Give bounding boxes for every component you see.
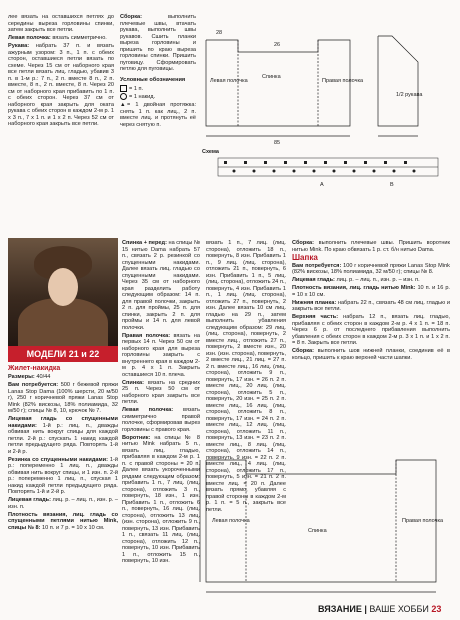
text: набрать 12 п., вязать лиц. гладью, прибавляя с обеих сторон в каждом 2-м р. 4 x 1 п. = 18 п. Через 6 р. от последнего прибавления выполнить убавления с обеих сторон в каждом 2-м р. 3 x 1 п. и 1 x 2 п. = 8 п. Закрыть все петли. [292,314,450,346]
paragraph [292,314,450,347]
heading: Правая полочка: [122,332,171,339]
paragraph [8,497,118,510]
legend-item [120,93,196,100]
legend-item [120,102,196,128]
heading: Левая полочка: [122,407,174,413]
text: вязать 1 п., 7 лиц. (лиц. сторона), отложить 18 п., повернуть, 8 изн. Прибавить 1 п., 9 лиц. (лиц. сторона), отложить 21 п., повернуть, 6 изн. Прибавить 1 п., 5 лиц. (лиц. сторона), отложить 24 п., повернуть, 4 изн. Прибавить 1 п., 1 лиц. (лиц. сторона), отложить 27 п., повернуть, 2 изн. Далее вязать 10 см лиц. гладью на 29 п., затем выполнить убавления следующим образом: 29 лиц. (лиц. сторона), повернуть, 2 вместе лиц., отложить 27 п., повернуть, 2 вместе изн., 20 изн. (изн. сторона), повернуть, 2 вместе лиц., 21 лиц. = 27 п. 2 п. вместе лиц., 16 лиц. (лиц. сторона), отложить 9 п., повернуть, 17 изн. = 26 п. 2 п. вместе лиц., 20 лиц. (лиц. сторона), отложить 5 п., повернуть, 20 изн. = 25 п. 2 п. вместе лиц., 16 лиц. (лиц. сторона), отложить 8 п., повернуть, 17 изн. = 24 п. 2 п. вместе лиц., 12 лиц. (лиц. сторона), отложить 11 п., повернуть, 13 изн. = 23 п. 2 п. вместе лиц., 8 лиц. (лиц. сторона), отложить 14 п., повернуть, 9 изн. = 22 п. 2 п. вместе лиц., 4 лиц. (лиц. сторона), отложить 17 п., повернуть, 5 изн. = 21 п. 2 п. вместе лиц. = 20 п. Далее вязать прямо, убавляя с правой стороны в каждом 2-м р. 1 п. = 5 п., закрыть все петли. [206,240,286,513]
yarn-over-icon [120,93,127,100]
text: на спицы № 8 нитью Mink набрать 5 п., вязать лиц. гладью, прибавляя в каждом 2-м р. 1 п. с правой стороны = 20 п. Далее вязать укороченными рядами следующим образом: прибавить 1 п., 7 лиц. (лиц. сторона), отложить 3 п., повернуть, 18 изн., 1 изн. Прибавить 1 п., отложить 6 п., повернуть, 16 лиц. (лиц. сторона), отложить 13 лиц. (изн. сторона), отложить 9 п., повернуть, 13 изн. Прибавить 1 п., связать 11 лиц. (лиц. сторона), отложить 12 п., повернуть, 10 изн. Прибавить 1 п., отложить 15 п., повернуть, 10 изн. [122,434,200,564]
text: лее вязать на оставшихся петлях до середины выреза горловины спинки, затем закрыть все петли. [8,14,114,33]
paragraph [292,240,450,253]
text: лиц. р. – лиц. п., изн. р. – изн. п. [336,277,420,283]
text: 1-й р.: лиц. п., дважды обвивая нить вокруг спицы для каждой петли. 2-й р.: спускать 1 накид каждой петли предыдущего ряда. Повторять 1-й и 2-й р. [8,422,118,455]
paragraph [8,35,114,42]
paragraph [8,457,118,496]
left-dim: 28 [216,30,223,36]
text: вязать симметрично. [52,35,107,41]
schema-label: Схема [202,149,219,155]
paragraph [122,407,200,433]
face-shape [48,268,78,306]
paragraph [8,512,118,532]
text: выполнить шов нижней планки, соединив её в кольцо, пришить к краю верхней части шапки. [292,348,450,361]
heading: Спинка + перед: [122,240,167,246]
text: 10 п. и 16 р. = 10 x 10 см. [292,285,450,298]
heading: Верхняя часть: [292,314,339,320]
text: 40/44 [36,374,51,380]
paragraph [292,263,450,276]
width-dim: 85 [274,140,281,146]
heading: Сборка: [292,240,315,246]
magazine-tag: ВАШЕ ХОББИ [369,604,429,614]
paragraph [8,374,118,381]
paragraph [120,14,196,73]
column-2-top [120,14,196,130]
column-1-top [8,14,114,129]
right-front-label: Правая полочка [402,518,444,524]
text: вязать на средних 25 п. Через 50 см от наборного края закрыть все петли. [122,379,200,405]
heading: Размеры: [8,374,35,380]
repeat-b-label: B [390,182,394,188]
heading: Лицевая гладь со спущенными накидами: [8,416,118,429]
vest-schematic [196,452,450,600]
paragraph [8,382,118,415]
heading: Рукава: [8,43,30,49]
legend-item [120,85,196,92]
heading: Лицевая гладь: [8,497,51,503]
heading: Воротник: [122,434,151,441]
paragraph [8,43,114,128]
back-label: Спинка [308,528,327,534]
models-badge: МОДЕЛИ 21 и 22 [8,346,118,362]
paragraph [122,435,200,565]
text: 1-й р.: попеременно 1 лиц. п., дважды обвивая нить вокруг спицы, и 1 изн. п. 2-й р.: попеременно 1 лиц. п., спуская 1 накид каждой петли предыдущего ряда. Повторять 1-й и 2-й р. [8,456,118,495]
heading: Лицевая гладь: [292,277,335,283]
heading: Нижняя планка: [292,299,337,306]
left-front-label: Левая полочка [210,78,248,84]
heading: Спинка: [122,379,145,386]
paragraph [122,380,200,406]
paragraph [122,333,200,379]
text: выполнить плечевые швы, втачать рукава, выполнить швы рукавов. Сшить планки выреза горловины и пришить по краю выреза горловины спинки. Пришить пуговицу. Сформировать петлю для пуговицы. [120,14,196,72]
page-footer [318,604,441,614]
text: = 1 двойная протяжка: снять 1 п. как лиц., 2 п. вместе лиц. и протянуть её через снятую п. [120,102,196,128]
pattern-schematic [200,26,456,226]
back-label: Спинка [262,74,281,80]
paragraph [292,285,450,298]
text: 100 г коричневой пряжи Lanas Stop Mink (82% вискозы, 18% полиамида, 32 м/50 г); спицы № 8. [292,262,450,275]
legend-heading: Условные обозначения [120,76,186,83]
heading: Левая полочка: [8,35,51,41]
stitch-icon [120,85,127,92]
repeat-a-label: A [320,182,324,188]
pattern-diagram-bottom [196,452,450,600]
text: лиц. р. – лиц. п., изн. р. – изн. п. [8,497,118,510]
column-1-bottom [8,366,118,533]
pattern-diagram-top [200,26,456,226]
neck-dim: 26 [274,42,281,48]
text: на спицы № 15 нитью Dama набрать 57 п., связать 2 р. резинкой со спущенными накидами. Далее вязать лиц. гладью со спущенными накидами. Через 35 см от наборного края разделить работу следующим образом: 14 п. для правой полочки, закрыть 2 п. для проймы, 25 п. для спинки, закрыть 2 п. для проймы и 14 п. для левой полочки. [122,240,200,331]
magazine-brand: ВЯЗАНИЕ [318,604,362,614]
text: набрать 37 п. и вязать ажурным узором: 3 п., 1 п. с обеих сторон, оставшиеся петли вязать по схеме. Через 15 см от наборного края все петли вязать лиц. гладью, убавив 3 п. в 1-м р.: 7 п., 2 п. вместе 8 п., 2 п. вместе, 8 п., 2 п. вместе, 8 п. Через 20 см от наборного края прибавить по 1 п. с обеих сторон. Через 37 см от наборного края закрыть для оката рукава с обеих сторон в каждом 2-м р. 1 x 3 п., 7 x 1 п. и 1 x 2 п. Через 52 см от наборного края закрыть все петли. [8,43,114,127]
double-decrease-icon: ▲ [120,102,126,109]
heading: Вам потребуется: [8,382,59,388]
left-front-label: Левая полочка [212,518,250,524]
heading: Вам потребуется: [292,262,342,269]
right-front-label: Правая полочка [322,78,364,84]
sleeve-label: 1/2 рукава [396,92,423,98]
heading: Плотность вязания, лиц. гладь нитью Mink: [292,285,416,291]
chart-grid [218,158,438,176]
paragraph [292,348,450,361]
paragraph [8,416,118,455]
text: = 1 п. [129,85,144,92]
heading: Резинка со спущенными накидами: [8,456,108,463]
heading: Сборка: [120,14,143,20]
hat-title: Шапка [292,252,318,262]
column-4-mid [292,240,450,363]
text: = 1 накид. [129,94,156,101]
paragraph [292,300,450,313]
heading: Сборка: [292,348,315,354]
text: 500 г бежевой пряжи Lanas Stop Dama (100% шерсти, 20 м/50 г), 250 г коричневой пряжи Lanas Stop Mink (82% вискозы, 18% полиамида, 32 м/50 г); спицы № 8, 10, крючок № 7. [8,382,118,414]
separator: | [361,604,370,614]
text: набрать 22 п., связать 48 см лиц. гладью и закрыть все петли. [292,299,450,312]
heading: Плотность вязания, лиц. гладь со спущенными петлями нитью Mink, спицы № 8: [8,511,118,531]
page-number: 23 [431,604,442,614]
paragraph [292,277,450,284]
paragraph [8,14,114,34]
text: вязать на первых 14 п. Через 50 см от наборного края для выреза горловины закрыть с внутреннего края в каждом 2-м р. 4 x 1 п. Закрыть оставшиеся 10 п. плеча. [122,332,200,378]
model-photo [8,238,118,346]
item-title: Жилет-накидка [8,365,61,372]
column-2-mid [122,240,200,566]
text: выполнить плечевые швы. Пришить воротник нитью Mink. По краю обвязать 1 р. ст. б/н нитью Dama. [292,240,450,253]
text: 10 п. и 7 р. = 10 x 10 см. [42,524,105,531]
text: вязать симметрично правой полочке, сформировав вырез горловины с правого края. [122,407,200,433]
paragraph [122,240,200,331]
